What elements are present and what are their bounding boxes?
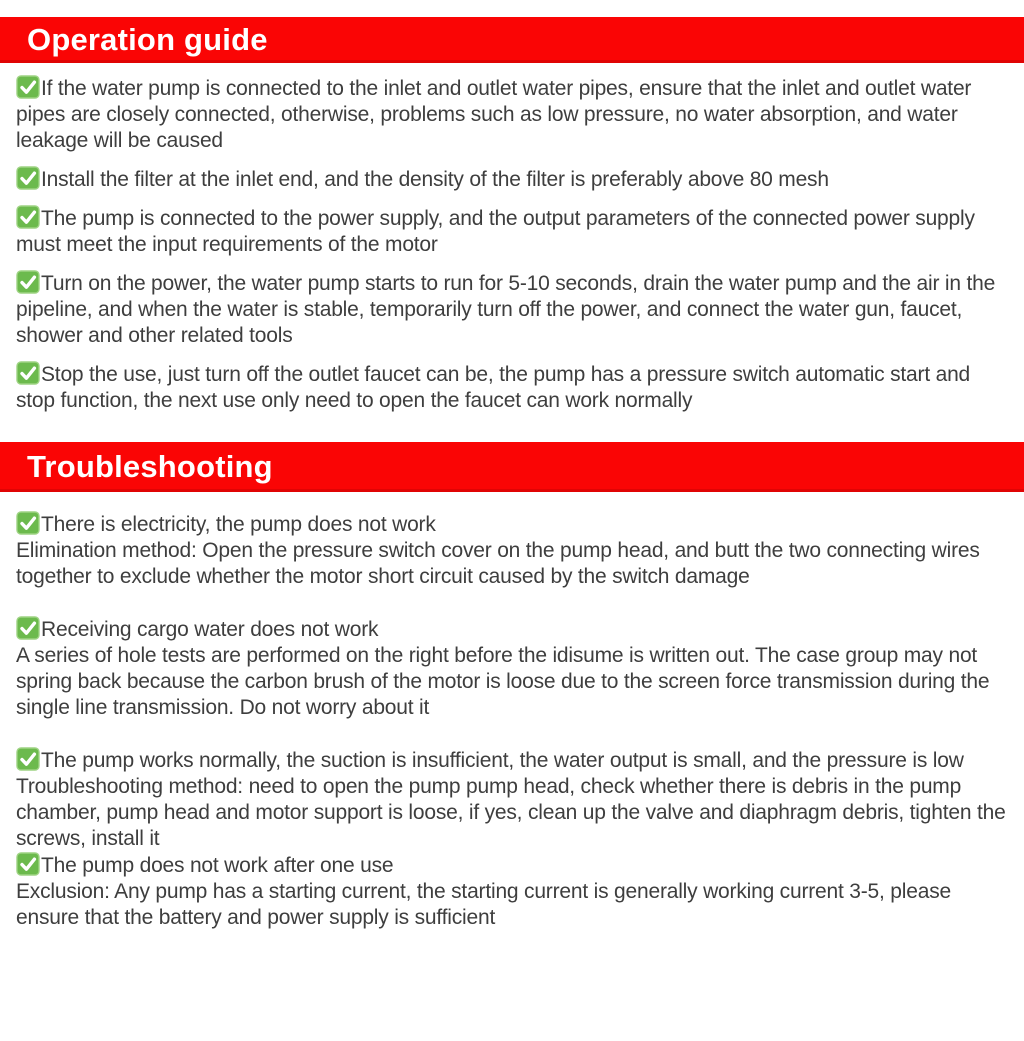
check-icon — [16, 75, 40, 99]
guide-item-text: If the water pump is connected to the inlet and outlet water pipes, ensure that the inlet and outlet water pipes are closely connected, otherwise, problems such as low pressure, no water absorption, and water leakage will be caused — [16, 77, 972, 152]
guide-item-text: Install the filter at the inlet end, and the density of the filter is preferably above 80 mesh — [41, 168, 829, 191]
guide-item-text: Stop the use, just turn off the outlet faucet can be, the pump has a pressure switch automatic start and stop function, the next use only need to open the faucet can work normally — [16, 363, 971, 412]
troubleshooting-item — [16, 852, 1008, 931]
section-header-troubleshooting — [0, 442, 1024, 492]
page — [0, 17, 1024, 931]
check-icon — [16, 616, 40, 640]
troubleshooting-title: Troubleshooting — [27, 449, 273, 484]
troubleshooting-solution: Exclusion: Any pump has a starting current, the starting current is generally working current 3-5, please ensure that the battery and power supply is sufficient — [16, 880, 951, 929]
guide-item — [16, 166, 1008, 193]
check-icon — [16, 270, 40, 294]
troubleshooting-problem-text: The pump works normally, the suction is insufficient, the water output is small, and the pressure is low — [41, 749, 964, 772]
section-header-operation-guide — [0, 17, 1024, 63]
troubleshooting-item — [16, 616, 1008, 721]
check-icon — [16, 852, 40, 876]
troubleshooting-problem — [16, 511, 1008, 538]
guide-item-text: The pump is connected to the power supply, and the output parameters of the connected power supply must meet the input requirements of the motor — [16, 207, 975, 256]
check-icon — [16, 361, 40, 385]
check-icon — [16, 747, 40, 771]
troubleshooting-problem — [16, 616, 1008, 643]
operation-guide-list — [0, 63, 1024, 414]
troubleshooting-problem-text: The pump does not work after one use — [41, 854, 394, 877]
guide-item — [16, 361, 1008, 414]
troubleshooting-problem — [16, 747, 1008, 774]
check-icon — [16, 166, 40, 190]
operation-guide-title: Operation guide — [27, 22, 268, 57]
troubleshooting-solution: A series of hole tests are performed on the right before the idisume is written out. The case group may not spring back because the carbon brush of the motor is loose due to the screen force transmission during the single line transmission. Do not worry about it — [16, 644, 990, 719]
guide-item — [16, 270, 1008, 349]
check-icon — [16, 511, 40, 535]
guide-item — [16, 205, 1008, 258]
troubleshooting-item — [16, 511, 1008, 590]
troubleshooting-problem-text: Receiving cargo water does not work — [41, 618, 379, 641]
troubleshooting-list — [0, 492, 1024, 931]
check-icon — [16, 205, 40, 229]
guide-item-text: Turn on the power, the water pump starts to run for 5-10 seconds, drain the water pump and the air in the pipeline, and when the water is stable, temporarily turn off the power, and connect the water gun, faucet, shower and other related tools — [16, 272, 996, 347]
guide-item — [16, 75, 1008, 154]
troubleshooting-solution: Troubleshooting method: need to open the pump pump head, check whether there is debris in the pump chamber, pump head and motor support is loose, if yes, clean up the valve and diaphragm debris, tighten the screws, install it — [16, 775, 1006, 850]
troubleshooting-problem-text: There is electricity, the pump does not work — [41, 513, 436, 536]
troubleshooting-problem — [16, 852, 1008, 879]
troubleshooting-item — [16, 747, 1008, 852]
troubleshooting-solution: Elimination method: Open the pressure switch cover on the pump head, and butt the two connecting wires together to exclude whether the motor short circuit caused by the switch damage — [16, 539, 980, 588]
